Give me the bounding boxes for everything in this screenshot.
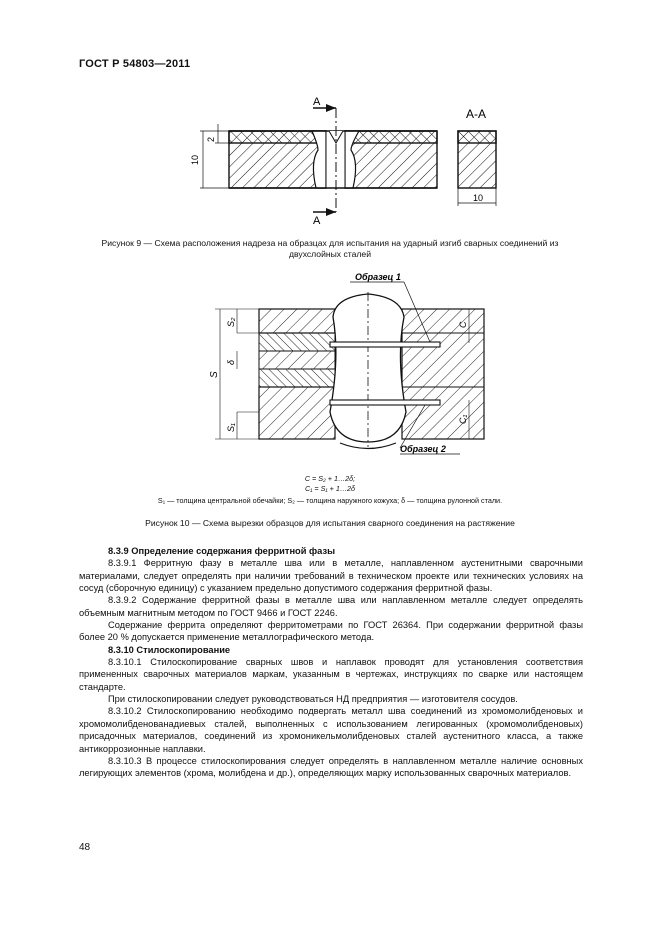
fig9-section-title: А-А — [466, 107, 487, 121]
fig9-dim-width: 10 — [473, 193, 484, 203]
fig10-formula-2: C₁ = S₁ + 1…2δ — [304, 484, 356, 493]
document-header: ГОСТ Р 54803—2011 — [79, 58, 191, 70]
fig10-formula-1: C = S₂ + 1…2δ; — [304, 474, 356, 483]
fig9-label-a-top: А — [313, 96, 321, 108]
para-8-3-10-2: 8.3.10.2 Стилоскопированию необходимо подвергать металл шва соединений из хромомолибденовых и хромомолибденованадиевых сталей, выполненных с использованием легированных (хромомолибденовых) присадочных материалов, соединений из хромоникельмолибденовых сталей аустенитного класса, а также антикоррозионные наплавки. — [79, 706, 583, 754]
page-number: 48 — [79, 842, 91, 853]
fig9-dimensions — [200, 124, 229, 188]
section-8-3-9-heading: 8.3.9 Определение содержания ферритной фазы — [108, 546, 336, 556]
fig10-label-delta: δ — [226, 359, 236, 365]
fig10-label-s: S — [209, 371, 220, 378]
fig9-dim-thickness: 10 — [190, 154, 200, 165]
para-8-3-9-1: 8.3.9.1 Ферритную фазу в металле шва или в металле, наплавленном аустенитными сварочными материалами, следует определять при наличии требований в техническом проекте или технических условиях на сосуд (сборочную единицу) с указанием предельно допустимого содержания ферритной фазы. — [79, 558, 583, 594]
para-8-3-9-2: 8.3.9.2 Содержание ферритной фазы в металле шва или наплавленном металле следует определять объемным магнитным методом по ГОСТ 9466 и ГОСТ 2246. — [79, 595, 583, 618]
fig10-label-c: C — [458, 321, 468, 328]
fig9-specimen — [229, 131, 437, 188]
fig10-specimen-2-label: Образец 2 — [400, 444, 446, 454]
fig10-legend: S₁ — толщина центральной обечайки; S₂ — толщина наружного кожуха; δ — толщина рулонной стали. — [157, 496, 503, 505]
fig10-label-s2: S₂ — [226, 317, 236, 327]
body-text — [79, 545, 583, 780]
para-stylo-nd: При стилоскопировании следует руководствоваться НД предприятия — изготовителя сосудов. — [108, 694, 518, 705]
fig10-specimen-1-label: Образец 1 — [355, 272, 401, 282]
fig10-label-s1: S₁ — [226, 423, 236, 432]
figure-10-caption: Рисунок 10 — Схема вырезки образцов для испытания сварного соединения на растяжение — [145, 518, 515, 528]
para-8-3-10-1: 8.3.10.1 Стилоскопирование сварных швов и наплавок проводят для установления соответствия примененных сварочных материалов маркам, указанным в чертежах, инструкциях по сварке или настоящем стандарте. — [79, 657, 583, 692]
fig10-formulas — [230, 474, 430, 494]
fig9-label-a-bottom: А — [313, 215, 321, 227]
section-8-3-10-heading: 8.3.10 Стилоскопирование — [108, 644, 231, 655]
figure-9-drawing — [0, 0, 661, 236]
fig10-label-c1: C₁ — [458, 414, 468, 424]
figure-9-caption-line1: Рисунок 9 — Схема расположения надреза на образцах для испытания на ударный изгиб сварных соединений из — [101, 238, 559, 248]
figure-9-caption — [70, 238, 590, 260]
fig10-specimen-2 — [330, 400, 440, 405]
para-ferrite: Содержание феррита определяют ферритометрами по ГОСТ 26364. При содержании ферритной фазы более 20 % допускается применение металлографического метода. — [79, 620, 583, 643]
figure-10-drawing — [0, 262, 661, 472]
figure-9-caption-line2: двухслойных сталей — [289, 249, 371, 259]
fig9-dim-notch: 2 — [206, 136, 216, 142]
para-8-3-10-3: 8.3.10.3 В процессе стилоскопирования следует определять в наплавленном металле наличие основных легирующих элементов (хрома, молибдена и др.), определяющих марку использованных сварочных материалов. — [79, 755, 583, 779]
fig10-specimen-1 — [330, 342, 440, 347]
